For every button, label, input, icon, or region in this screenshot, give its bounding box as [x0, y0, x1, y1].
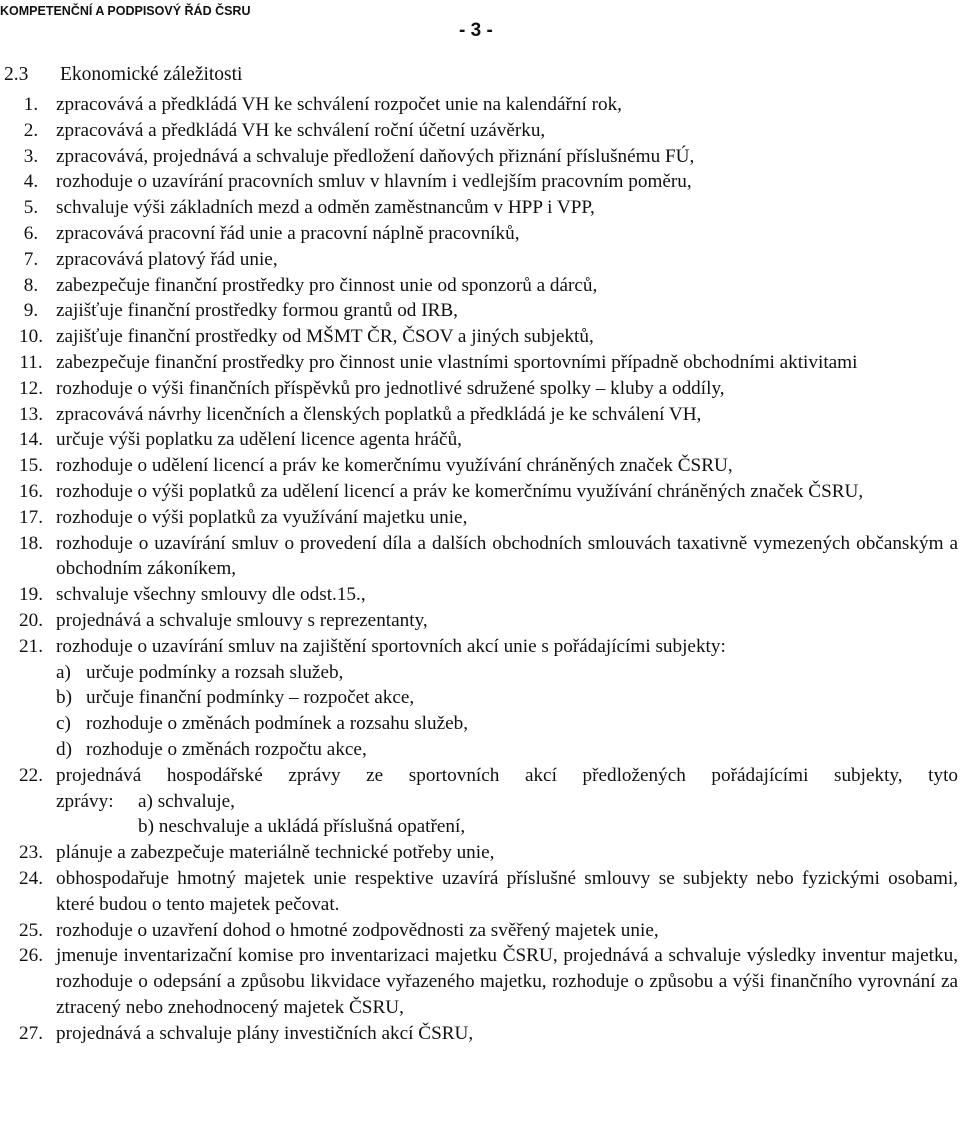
item-text: projednává a schvaluje plány investičních akcí ČSRU, [56, 1022, 474, 1044]
sub-item-label: c) [56, 713, 71, 735]
item-number: 5. [23, 197, 39, 219]
sub-item [56, 711, 958, 737]
item-text: jmenuje inventarizační komise pro inventarizaci majetku ČSRU, projednává a schvaluje výsledky inventur majetku, rozhoduje o odepsání a způsobu likvidace vyřazeného majetku, rozhoduje o způsobu a výši finančního vyrovnání za ztracený nebo znehodnocený majetek ČSRU, [56, 945, 958, 1018]
item-text: zabezpečuje finanční prostředky pro činnost unie vlastními sportovními případně obchodními aktivitami [56, 351, 858, 373]
item-text: rozhoduje o výši poplatků za využívání majetku unie, [56, 506, 468, 528]
item-text: zabezpečuje finanční prostředky pro činnost unie od sponzorů a dárců, [56, 274, 598, 296]
list-item [0, 427, 958, 453]
item-number: 22. [19, 764, 43, 786]
list-item [0, 376, 958, 402]
sub-item-label: a) [56, 661, 71, 683]
sub-item-text: určuje podmínky a rozsah služeb, [86, 661, 344, 683]
list-item [0, 453, 958, 479]
list-item [0, 634, 958, 763]
item-text: rozhoduje o uzavření dohod o hmotné zodpovědnosti za svěřený majetek unie, [56, 919, 659, 941]
item-number: 16. [19, 480, 43, 502]
sub-item [56, 737, 958, 763]
item-number: 1. [23, 94, 39, 115]
list-item [0, 608, 958, 634]
list-item [0, 1021, 958, 1047]
item-text: rozhoduje o uzavírání pracovních smluv v hlavním i vedlejším pracovním poměru, [56, 171, 692, 193]
sub-item-label: d) [56, 738, 72, 760]
sub-item-prefix: zprávy: [56, 790, 114, 812]
item-number: 23. [19, 842, 43, 864]
sub-item-text: a) schvaluje, [138, 790, 235, 812]
sub-item-text: určuje finanční podmínky – rozpočet akce, [86, 687, 415, 709]
item-number: 17. [19, 506, 43, 528]
list-item [0, 531, 958, 583]
list-item [0, 402, 958, 428]
sub-item-text: rozhoduje o změnách podmínek a rozsahu služeb, [86, 713, 469, 735]
list-item [0, 763, 958, 840]
item-number: 12. [19, 377, 43, 399]
list-item [0, 118, 958, 144]
item-text: projednává hospodářské zprávy ze sportovních akcí předložených pořádajícími subjekty, tyto [56, 764, 958, 786]
list-item [0, 943, 958, 1020]
item-text: projednává a schvaluje smlouvy s reprezentanty, [56, 609, 428, 631]
item-number: 9. [23, 300, 39, 322]
item-text: schvaluje výši základních mezd a odměn zaměstnancům v HPP i VPP, [56, 197, 595, 219]
sub-item-text: rozhoduje o změnách rozpočtu akce, [86, 738, 367, 760]
item-text: zajišťuje finanční prostředky formou grantů od IRB, [56, 300, 458, 322]
list-item [0, 479, 958, 505]
list-item [0, 324, 958, 350]
list-item [0, 866, 958, 918]
item-text: rozhoduje o výši finančních příspěvků pro jednotlivé sdružené spolky – kluby a oddíly, [56, 377, 725, 399]
sub-item-text: b) neschvaluje a ukládá příslušná opatření, [138, 816, 466, 838]
item-number: 27. [19, 1022, 43, 1044]
item-text: rozhoduje o uzavírání smluv o provedení díla a dalších obchodních smlouvách taxativně vymezených občanským a obchodním zákoníkem, [56, 532, 958, 580]
sub-item [56, 789, 958, 815]
section-heading [0, 64, 242, 86]
item-text: plánuje a zabezpečuje materiálně technické potřeby unie, [56, 842, 495, 864]
item-number: 14. [19, 429, 43, 451]
item-number: 24. [19, 867, 43, 889]
item-text: zpracovává a předkládá VH ke schválení rozpočet unie na kalendářní rok, [56, 94, 622, 115]
list-item [0, 350, 958, 376]
item-number: 19. [19, 584, 43, 606]
list-item [0, 247, 958, 273]
item-number: 4. [23, 171, 39, 193]
list-item [0, 92, 958, 118]
competence-list [0, 92, 958, 1046]
item-number: 10. [19, 326, 43, 348]
item-text: zpracovává návrhy licenčních a členských poplatků a předkládá je ke schválení VH, [56, 403, 702, 425]
sub-item [56, 660, 958, 686]
list-item [0, 298, 958, 324]
item-number: 20. [19, 609, 43, 631]
list-item [0, 582, 958, 608]
item-text: zpracovává a předkládá VH ke schválení roční účetní uzávěrku, [56, 119, 546, 141]
item-text: rozhoduje o udělení licencí a práv ke komerčnímu využívání chráněných značek ČSRU, [56, 455, 733, 477]
list-item [0, 273, 958, 299]
item-number: 13. [19, 403, 43, 425]
item-number: 8. [23, 274, 39, 296]
list-item [0, 221, 958, 247]
item-text: schvaluje všechny smlouvy dle odst.15., [56, 584, 366, 606]
item-text: rozhoduje o uzavírání smluv na zajištění sportovních akcí unie s pořádajícími subjekty: [56, 635, 726, 657]
item-text: rozhoduje o výši poplatků za udělení licencí a práv ke komerčnímu využívání chráněných značek ČSRU, [56, 480, 864, 502]
list-item [0, 144, 958, 170]
list-item [0, 918, 958, 944]
list-item [0, 195, 958, 221]
item-text: zajišťuje finanční prostředky od MŠMT ČR, ČSOV a jiných subjektů, [56, 326, 594, 348]
list-item [0, 505, 958, 531]
item-number: 2. [23, 119, 39, 141]
item-number: 18. [19, 532, 43, 554]
item-text: zpracovává, projednává a schvaluje předložení daňových přiznání příslušnému FÚ, [56, 145, 695, 167]
item-number: 21. [19, 635, 43, 657]
section-title: Ekonomické záležitosti [60, 64, 243, 85]
item-number: 25. [19, 919, 43, 941]
item-text: obhospodařuje hmotný majetek unie respektive uzavírá příslušné smlouvy se subjekty nebo fyzickými osobami, které budou o tento majetek pečovat. [56, 867, 958, 915]
item-number: 3. [23, 145, 39, 167]
sub-item-label: b) [56, 687, 72, 709]
item-number: 7. [23, 248, 39, 270]
list-item [0, 840, 958, 866]
item-number: 11. [19, 351, 43, 373]
section-number: 2.3 [4, 64, 29, 85]
sub-item [56, 685, 958, 711]
item-number: 15. [19, 455, 43, 477]
list-item [0, 169, 958, 195]
item-text: zpracovává pracovní řád unie a pracovní náplně pracovníků, [56, 222, 520, 244]
item-number: 6. [23, 222, 39, 244]
page-number: - 3 - [459, 20, 493, 41]
document-header-title: KOMPETENČNÍ A PODPISOVÝ ŘÁD ČSRU [0, 4, 251, 18]
item-number: 26. [19, 945, 43, 967]
item-text: určuje výši poplatku za udělení licence agenta hráčů, [56, 429, 462, 451]
item-text: zpracovává platový řád unie, [56, 248, 278, 270]
